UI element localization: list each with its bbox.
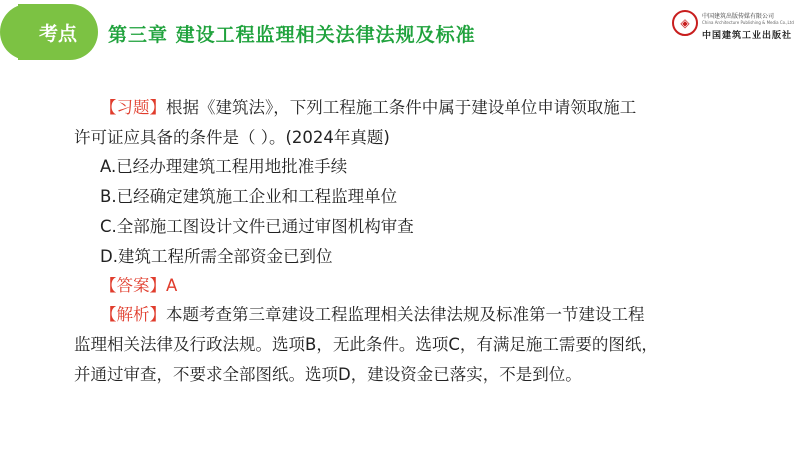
badge-label: 考点 bbox=[38, 22, 77, 45]
publisher-emblem-icon: ◈ bbox=[672, 10, 698, 36]
publisher-name: 中国建筑工业出版社 bbox=[702, 31, 793, 41]
answer-tag: 【答案】 bbox=[100, 276, 166, 295]
analysis-text-1: 本题考查第三章建设工程监理相关法律法规及标准第一节建设工程 bbox=[166, 305, 645, 324]
publisher-name-en: China Architecture Publishing & Media Co.,Ltd bbox=[702, 20, 794, 25]
chapter-title: 第三章 建设工程监理相关法律法规及标准 bbox=[108, 24, 476, 46]
option-c: C.全部施工图设计文件已通过审图机构审查 bbox=[100, 217, 414, 236]
analysis-tag: 【解析】 bbox=[100, 305, 166, 324]
publisher-name-small: 中国建筑出版传媒有限公司 bbox=[702, 13, 775, 20]
analysis-line-3: 并通过审查，不要求全部图纸。选项D，建设资金已落实，不是到位。 bbox=[74, 365, 582, 384]
analysis-line-2: 监理相关法律及行政法规。选项B，无此条件。选项C，有满足施工需要的图纸， bbox=[74, 335, 658, 354]
question-line-1 bbox=[100, 94, 636, 118]
option-b: B.已经确定建筑施工企业和工程监理单位 bbox=[100, 187, 398, 206]
question-tag: 【习题】 bbox=[100, 98, 166, 117]
publisher-logo bbox=[672, 8, 794, 42]
topic-badge bbox=[18, 4, 98, 60]
option-d: D.建筑工程所需全部资金已到位 bbox=[100, 247, 333, 266]
question-text-1: 根据《建筑法》，下列工程施工条件中属于建设单位申请领取施工 bbox=[166, 98, 637, 117]
answer-line bbox=[100, 272, 177, 296]
analysis-line-1 bbox=[100, 301, 645, 325]
option-a: A.已经办理建筑工程用地批准手续 bbox=[100, 157, 348, 176]
answer-value: A bbox=[166, 276, 178, 295]
question-line-2: 许可证应具备的条件是（ ）。(2024年真题) bbox=[74, 128, 390, 147]
